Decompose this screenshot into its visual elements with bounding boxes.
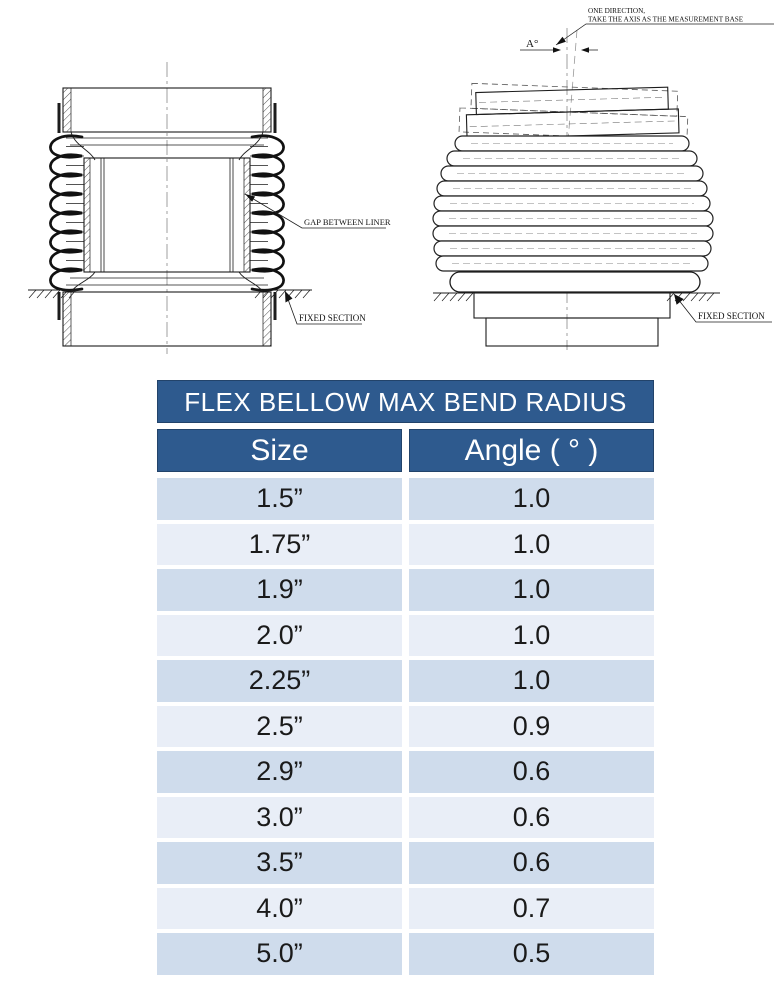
size-cell: 1.9” <box>157 569 402 611</box>
angle-cell: 0.5 <box>409 933 654 975</box>
fixed-leader-arrow-right <box>674 294 684 305</box>
size-cell: 2.25” <box>157 660 402 702</box>
angle-cell: 1.0 <box>409 660 654 702</box>
size-cell: 5.0” <box>157 933 402 975</box>
flex-bellow-table <box>157 380 654 975</box>
size-cell: 2.5” <box>157 706 402 748</box>
column-header-angle: Angle ( ° ) <box>409 429 654 472</box>
direction-leader-arrow <box>556 37 566 45</box>
angle-cell: 1.0 <box>409 478 654 520</box>
size-cell: 1.5” <box>157 478 402 520</box>
angle-cell: 1.0 <box>409 569 654 611</box>
left-bellows-coil <box>50 136 82 290</box>
angle-cell: 0.6 <box>409 797 654 839</box>
angle-cell: 0.6 <box>409 842 654 884</box>
fixed-section-label-left: FIXED SECTION <box>299 313 366 323</box>
fixed-section-label-right: FIXED SECTION <box>698 311 765 321</box>
angle-cell: 0.6 <box>409 751 654 793</box>
one-direction-note-line1: ONE DIRECTION, <box>588 7 646 15</box>
angle-cell: 0.9 <box>409 706 654 748</box>
one-direction-note-line2: TAKE THE AXIS AS THE MEASUREMENT BASE <box>588 15 744 24</box>
angle-cell: 0.7 <box>409 888 654 930</box>
dim-arrow-right <box>553 47 561 53</box>
size-cell: 3.5” <box>157 842 402 884</box>
table-body <box>157 478 654 975</box>
size-cell: 4.0” <box>157 888 402 930</box>
size-cell: 2.0” <box>157 615 402 657</box>
table-header-row <box>157 429 654 472</box>
gap-between-liner-label: GAP BETWEEN LINER <box>304 217 391 227</box>
bent-bellow-diagram <box>433 7 774 350</box>
table-title: FLEX BELLOW MAX BEND RADIUS <box>157 380 654 423</box>
angle-cell: 1.0 <box>409 615 654 657</box>
size-cell: 2.9” <box>157 751 402 793</box>
right-bellows-coil <box>252 136 284 290</box>
angle-a-label: A° <box>526 38 539 50</box>
angle-cell: 1.0 <box>409 524 654 566</box>
straight-bellow-diagram <box>28 62 391 354</box>
column-header-size: Size <box>157 429 402 472</box>
size-cell: 3.0” <box>157 797 402 839</box>
technical-drawings <box>0 0 774 368</box>
dim-arrow-left <box>581 47 589 53</box>
size-cell: 1.75” <box>157 524 402 566</box>
